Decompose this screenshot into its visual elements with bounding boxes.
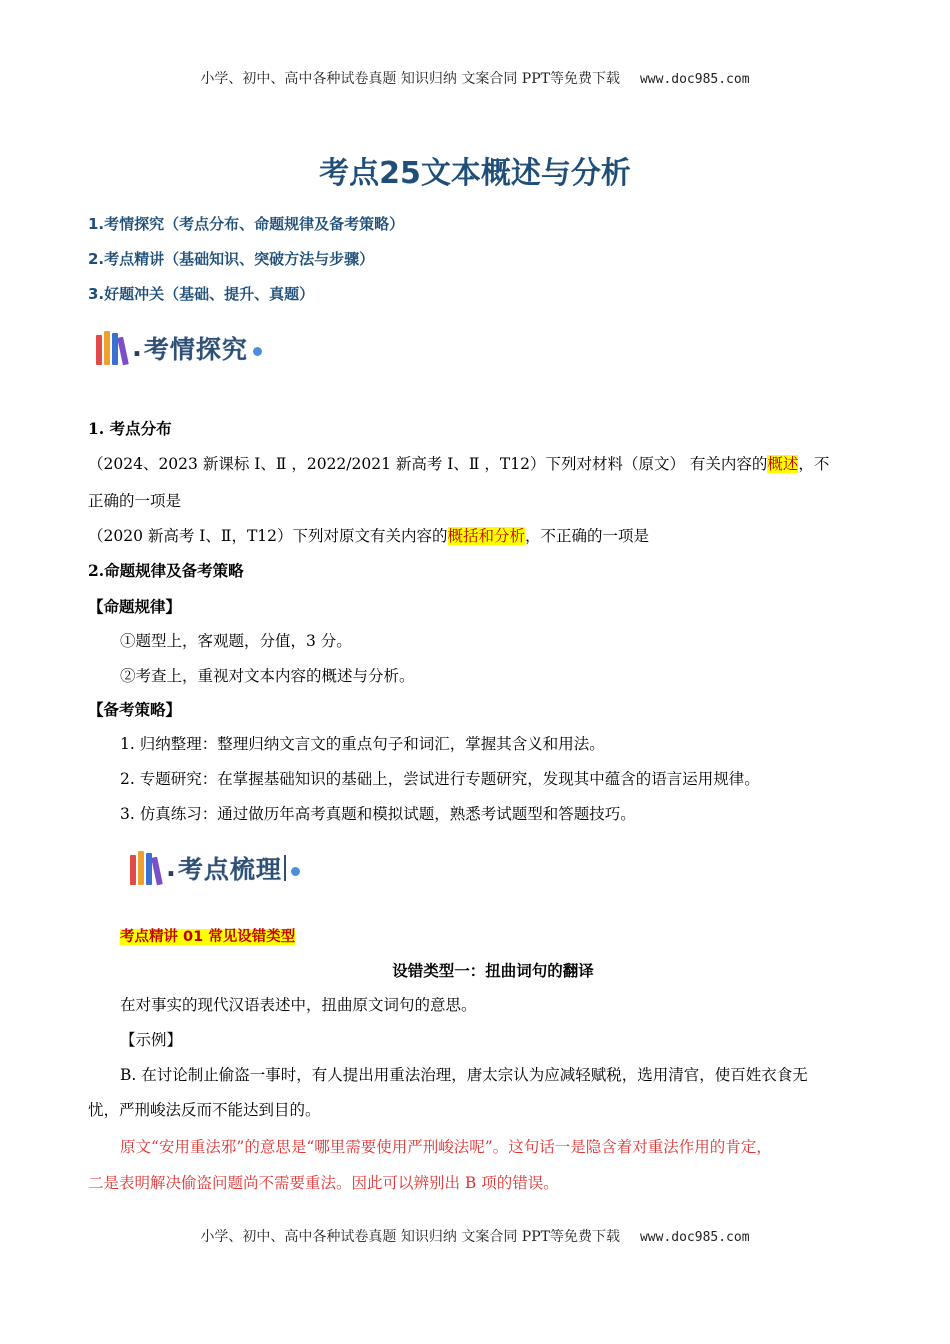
strategy-item-2: 2. 专题研究：在掌握基础知识的基础上，尝试进行专题研究，发现其中蕴含的语言运用规律。	[120, 770, 760, 788]
distribution-line-2: 正确的一项是	[88, 492, 182, 510]
strategy-item-1: 1. 归纳整理：整理归纳文言文的重点句子和词汇，掌握其含义和用法。	[120, 735, 605, 753]
banner-dot: .	[166, 853, 176, 883]
banner-label-kaoqing: 考情探究	[143, 335, 248, 364]
example-line-1: B. 在讨论制止偷盗一事时，有人提出用重法治理，唐太宗认为应减轻赋税，选用清官，使百姓衣食无	[120, 1066, 808, 1084]
section-tag	[120, 925, 295, 946]
bullet-icon	[291, 867, 300, 876]
strategy-item-3: 3. 仿真练习：通过做历年高考真题和模拟试题，熟悉考试题型和答题技巧。	[120, 805, 636, 823]
line1-tail: ，不	[798, 455, 830, 473]
highlight-gaishu: 概述	[767, 455, 799, 473]
analysis-line-2: 二是表明解决偷盗问题尚不需要重法。因此可以辨别出 B 项的错误。	[88, 1174, 559, 1192]
toc-item-3: 3.好题冲关（基础、提升、真题）	[88, 285, 315, 303]
distribution-line-1	[88, 453, 829, 475]
rule-item-1: ①题型上，客观题，分值，3 分。	[120, 632, 352, 650]
error-type-subtitle: 设错类型一：扭曲词句的翻译	[392, 961, 594, 980]
rule-label: 【命题规律】	[88, 597, 182, 616]
section-heading-rules: 2.命题规律及备考策略	[88, 561, 244, 580]
strategy-label: 【备考策略】	[88, 700, 182, 719]
text-cursor	[284, 855, 286, 881]
page-header	[0, 68, 950, 88]
toc-item-1: 1.考情探究（考点分布、命题规律及备考策略）	[88, 215, 405, 233]
bullet-icon	[253, 347, 262, 356]
line3-text: （2020 新高考 I、Ⅱ，T12）下列对原文有关内容的	[88, 527, 448, 545]
header-text: 小学、初中、高中各种试卷真题 知识归纳 文案合同 PPT等免费下载	[200, 71, 620, 87]
example-label: 【示例】	[120, 1031, 183, 1049]
toc-item-2: 2.考点精讲（基础知识、突破方法与步骤）	[88, 250, 375, 268]
distribution-line-3	[88, 525, 649, 547]
banner-label-kaodian: 考点梳理	[177, 855, 282, 884]
page-title: 考点25文本概述与分析	[319, 156, 631, 191]
page-footer	[0, 1226, 950, 1246]
highlight-gaikuo: 概括和分析	[447, 527, 526, 545]
section-banner-kaodian	[130, 850, 300, 886]
books-icon	[96, 331, 128, 365]
error-type-desc: 在对事实的现代汉语表述中，扭曲原文词句的意思。	[120, 996, 477, 1014]
footer-text: 小学、初中、高中各种试卷真题 知识归纳 文案合同 PPT等免费下载	[200, 1229, 620, 1245]
banner-dot: .	[132, 333, 142, 363]
section-banner-kaoqing	[96, 330, 262, 366]
section-heading-distribution: 1. 考点分布	[88, 419, 172, 438]
line3-tail: ，不正确的一项是	[525, 527, 650, 545]
header-url[interactable]: www.doc985.com	[639, 72, 750, 87]
rule-item-2: ②考查上，重视对文本内容的概述与分析。	[120, 667, 415, 685]
example-line-2: 忧，严刑峻法反而不能达到目的。	[88, 1101, 321, 1119]
section-tag-label: 考点精讲 01 常见设错类型	[120, 929, 296, 945]
footer-url[interactable]: www.doc985.com	[639, 1230, 750, 1245]
analysis-line-1: 原文“安用重法邪”的意思是“哪里需要使用严刑峻法呢”。这句话一是隐含着对重法作用的肯定，	[120, 1138, 772, 1156]
line1-text: （2024、2023 新课标 I、Ⅱ ，2022/2021 新高考 I、Ⅱ ，T12）下列对材料（原文） 有关内容的	[88, 455, 768, 473]
books-icon	[130, 851, 162, 885]
